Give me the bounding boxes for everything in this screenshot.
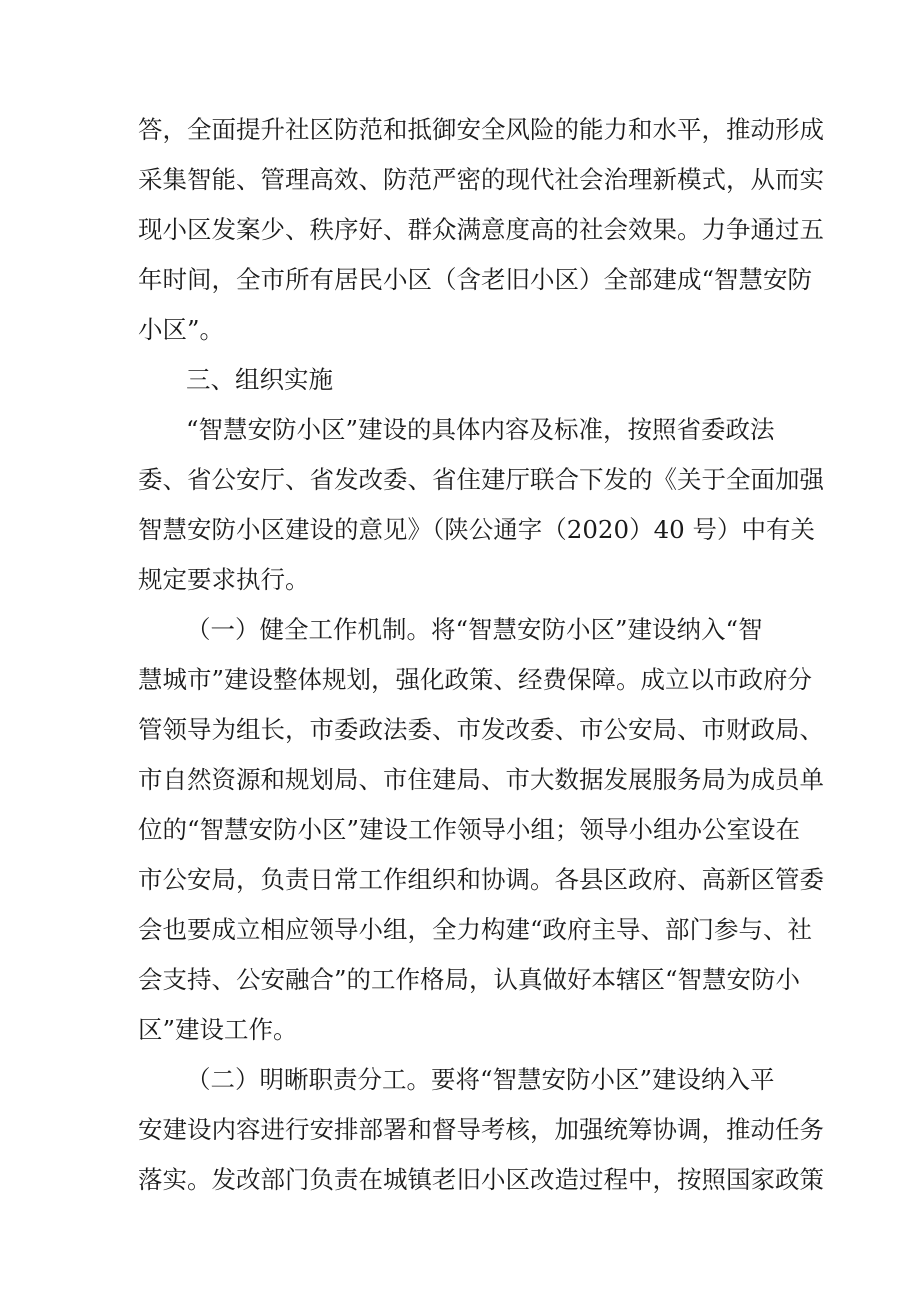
body-text-line: 现小区发案少、秩序好、群众满意度高的社会效果。力争通过五 — [138, 215, 824, 244]
body-text-line: “智慧安防小区”建设的具体内容及标准，按照省委政法 — [186, 415, 775, 444]
subsection-first-line: （一）健全工作机制。将“智慧安防小区”建设纳入“智 — [186, 615, 763, 644]
body-text-line: 答，全面提升社区防范和抵御安全风险的能力和水平，推动形成 — [138, 115, 824, 144]
body-text-line: 管领导为组长，市委政法委、市发改委、市公安局、市财政局、 — [138, 715, 824, 744]
body-text-line: 慧城市”建设整体规划，强化政策、经费保障。成立以市政府分 — [138, 665, 813, 694]
body-text-line: 安建设内容进行安排部署和督导考核，加强统筹协调，推动任务 — [138, 1115, 824, 1144]
body-text-line: 落实。发改部门负责在城镇老旧小区改造过程中，按照国家政策 — [138, 1165, 824, 1194]
body-text-line: 规定要求执行。 — [138, 565, 310, 594]
body-text-line: 会也要成立相应领导小组，全力构建“政府主导、部门参与、社 — [138, 915, 813, 944]
body-text-line: 会支持、公安融合”的工作格局，认真做好本辖区“智慧安防小 — [138, 965, 801, 994]
body-text-line: 委、省公安厅、省发改委、省住建厅联合下发的《关于全面加强 — [138, 465, 824, 494]
body-text-line: 区”建设工作。 — [138, 1015, 298, 1044]
body-text-line: 采集智能、管理高效、防范严密的现代社会治理新模式，从而实 — [138, 165, 824, 194]
body-text-line: 市自然资源和规划局、市住建局、市大数据发展服务局为成员单 — [138, 765, 824, 794]
body-text-line: 年时间，全市所有居民小区（含老旧小区）全部建成“智慧安防 — [138, 265, 813, 294]
section-heading: 三、组织实施 — [186, 365, 333, 394]
body-text-line: 市公安局，负责日常工作组织和协调。各县区政府、高新区管委 — [138, 865, 824, 894]
body-text-line: 小区”。 — [138, 315, 225, 344]
body-text-line: 智慧安防小区建设的意见》（陕公通字（2020）40 号）中有关 — [138, 515, 816, 544]
subsection-first-line: （二）明晰职责分工。要将“智慧安防小区”建设纳入平 — [186, 1065, 775, 1094]
body-text-line: 位的“智慧安防小区”建设工作领导小组；领导小组办公室设在 — [138, 815, 801, 844]
